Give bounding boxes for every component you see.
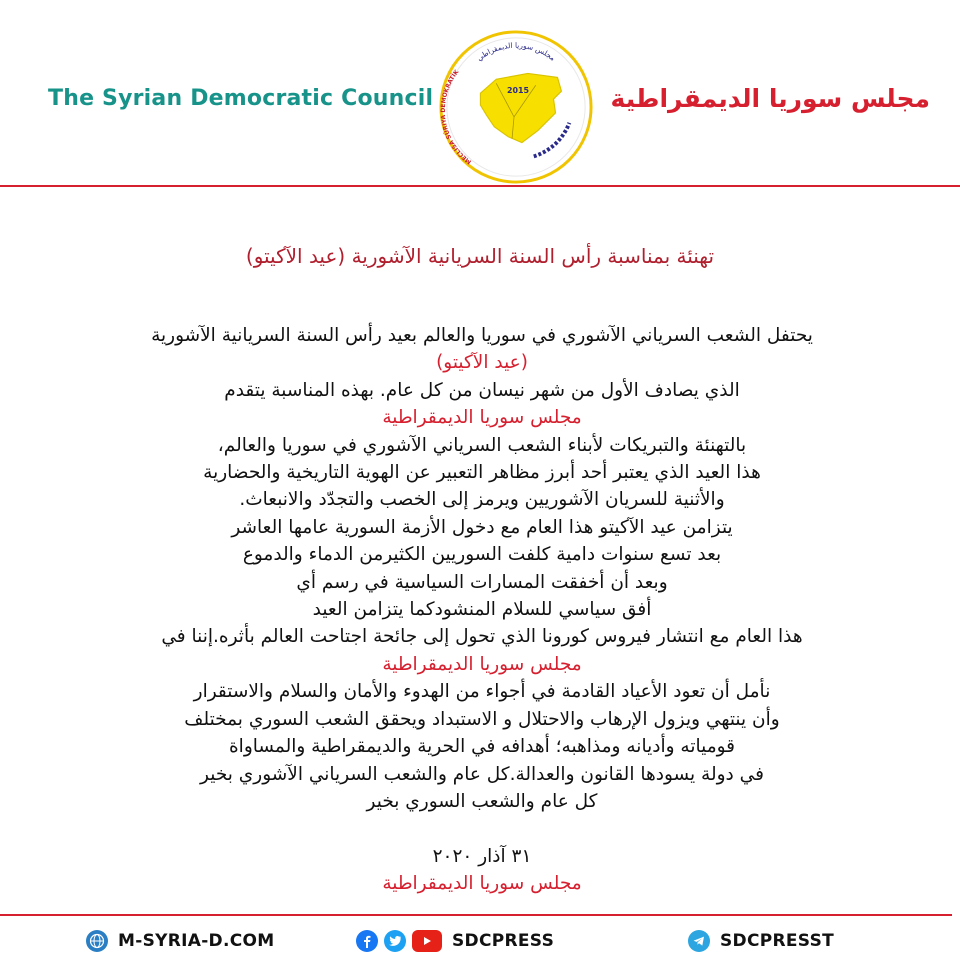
statement-line: كل عام والشعب السوري بخير — [366, 790, 598, 812]
social-links[interactable] — [356, 930, 554, 952]
statement-date: ٣١ آذار ٢٠٢٠ — [432, 845, 532, 867]
logo-year: 2015 — [506, 86, 529, 96]
statement-line: (عيد الآكيتو) — [436, 352, 528, 374]
logo-side-text: MECLISA SÛRIYA DEMOKRATÎK — [440, 69, 473, 165]
statement-line: يحتفل الشعب السرياني الآشوري في سوريا والعالم بعيد رأس السنة السريانية الآشورية — [151, 325, 813, 346]
twitter-icon[interactable] — [384, 930, 406, 952]
statement-line: بالتهنئة والتبريكات لأبناء الشعب السرياني الآشوري في سوريا والعالم، — [217, 434, 747, 456]
facebook-icon[interactable] — [356, 930, 378, 952]
statement-body — [10, 322, 954, 898]
statement-line: قومياته وأديانه ومذاهبه؛ أهدافه في الحرية والديمقراطية والمساواة — [228, 736, 736, 758]
document-title: تهنئة بمناسبة رأس السنة السريانية الآشورية (عيد الآكيتو) — [245, 244, 715, 268]
syrian-democratic-council-logo — [437, 28, 595, 186]
telegram-link[interactable] — [688, 930, 834, 952]
statement-line: وأن ينتهي ويزول الإرهاب والاحتلال و الاستبداد ويحقق الشعب السوري بمختلف — [184, 708, 780, 730]
statement-line: هذا العيد الذي يعتبر أحد أبرز مظاهر التعبير عن الهوية التاريخية والحضارية — [203, 462, 761, 484]
statement-line: في دولة يسودها القانون والعدالة.كل عام والشعب السرياني الآشوري بخير — [200, 763, 764, 785]
blank-line — [10, 815, 954, 842]
signature-org-name: مجلس سوريا الديمقراطية — [382, 873, 582, 895]
header-divider — [0, 185, 960, 187]
telegram-icon — [688, 930, 710, 952]
statement-line: والأثنية للسريان الآشوريين ويرمز إلى الخصب والتجدّد والانبعاث. — [239, 489, 725, 511]
statement-line: نأمل أن تعود الأعياد القادمة في أجواء من الهدوء والأمان والسلام والاستقرار — [193, 681, 771, 703]
statement-line: وبعد أن أخفقت المسارات السياسية في رسم أي — [296, 571, 668, 593]
website-text: M-SYRIA-D.COM — [118, 931, 275, 951]
website-link[interactable] — [86, 930, 274, 952]
org-name-line: مجلس سوريا الديمقراطية — [382, 407, 582, 429]
arabic-org-name: مجلس سوريا الديمقراطية — [610, 84, 930, 113]
youtube-icon[interactable] — [412, 930, 442, 952]
logo-arc-text: مجلس سوريا الديمقراطي — [474, 40, 558, 63]
statement-line: يتزامن عيد الآكيتو هذا العام مع دخول الأزمة السورية عامها العاشر — [231, 516, 733, 538]
footer-divider — [0, 914, 952, 916]
statement-line: الذي يصادف الأول من شهر نيسان من كل عام. بهذه المناسبة يتقدم — [224, 379, 740, 401]
statement-line: أفق سياسي للسلام المنشودكما يتزامن العيد — [312, 599, 652, 621]
org-name-line: مجلس سوريا الديمقراطية — [382, 653, 582, 675]
globe-icon — [86, 930, 108, 952]
footer-bar — [0, 918, 960, 960]
telegram-handle-text: SDCPRESST — [720, 931, 835, 951]
statement-line: بعد تسع سنوات دامية كلفت السوريين الكثيرمن الدماء والدموع — [242, 544, 722, 566]
social-handle-text: SDCPRESS — [452, 931, 555, 951]
english-org-name: The Syrian Democratic Council — [48, 86, 434, 111]
statement-line: هذا العام مع انتشار فيروس كورونا الذي تحول إلى جائحة اجتاحت العالم بأثره.إننا في — [161, 626, 803, 648]
letterhead — [0, 0, 960, 190]
